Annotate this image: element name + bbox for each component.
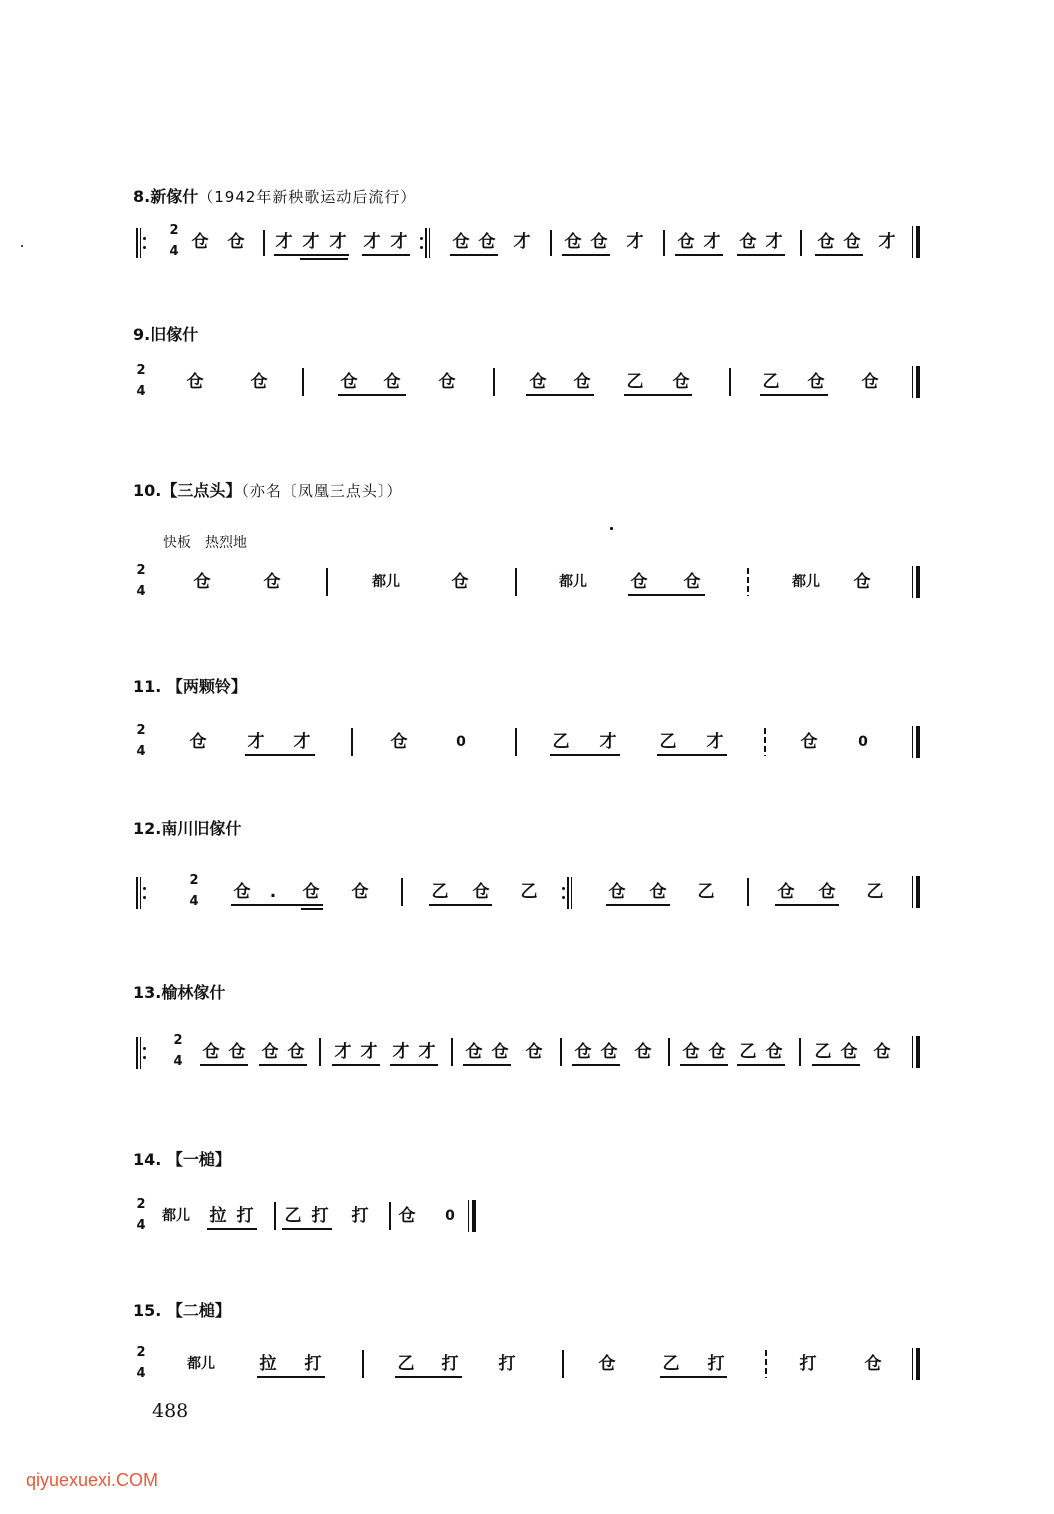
note-syllable: 打 [707, 1354, 725, 1374]
section-8-title: 8.新傢什（1942年新秧歌运动后流行） [133, 187, 417, 206]
beam [760, 394, 828, 396]
beam [200, 1064, 248, 1066]
note-syllable: 仓 [873, 1042, 891, 1062]
barline [515, 568, 517, 596]
note-syllable: 仓 [186, 372, 204, 392]
note-syllable: 仓 [574, 1042, 592, 1062]
barline [274, 1202, 276, 1230]
note-syllable: 仓 [677, 232, 695, 252]
note-syllable: 仓 [351, 882, 369, 902]
note-syllable: 仓 [287, 1042, 305, 1062]
barline [747, 878, 749, 906]
note-syllable: 仓 [202, 1042, 220, 1062]
note-syllable: 仓 [525, 1042, 543, 1062]
final-barline [912, 876, 921, 908]
note-syllable: 仓 [765, 1042, 783, 1062]
final-barline [912, 366, 921, 398]
note-syllable: 拉 [209, 1206, 227, 1226]
note-syllable: 打 [311, 1206, 329, 1226]
final-barline [912, 226, 921, 258]
section-15-title: 15. 【二槌】 [133, 1301, 231, 1320]
beam [572, 1064, 620, 1066]
repeat-start-sign [136, 1037, 145, 1069]
time-signature: 2 4 [136, 563, 146, 599]
note-syllable: 拉 [259, 1354, 277, 1374]
beam [628, 594, 705, 596]
barline [263, 230, 265, 256]
note-syllable: 仓 [634, 1042, 652, 1062]
final-barline [912, 1348, 921, 1380]
note-syllable: 打 [304, 1354, 322, 1374]
barline [362, 1350, 364, 1378]
note-syllable: 仓 [478, 232, 496, 252]
note-syllable: 才 [513, 232, 531, 252]
note-syllable: 仓 [630, 572, 648, 592]
repeat-end-sign [420, 228, 429, 258]
beam [815, 254, 863, 256]
barline [799, 1038, 801, 1066]
note-syllable: 仓 [465, 1042, 483, 1062]
note-syllable: 乙 [284, 1206, 302, 1226]
note-syllable: 仓 [708, 1042, 726, 1062]
beam [624, 394, 692, 396]
beam [274, 254, 349, 256]
barline [401, 878, 403, 906]
final-barline [912, 726, 921, 758]
note-syllable: 都儿 [162, 1208, 190, 1224]
beam [660, 1376, 727, 1378]
beam [812, 1064, 860, 1066]
repeat-end-sign [562, 877, 571, 909]
barline [451, 1038, 453, 1066]
site-watermark: qiyuexuexi.COM [26, 1470, 159, 1490]
note-syllable: 都儿 [187, 1356, 215, 1372]
note-syllable: 乙 [552, 732, 570, 752]
barline [389, 1202, 391, 1230]
note-syllable: 才 [275, 232, 293, 252]
note-syllable: 仓 [598, 1354, 616, 1374]
beam [257, 1376, 325, 1378]
note-syllable: 仓 [383, 372, 401, 392]
note-syllable: 仓 [302, 882, 320, 902]
repeat-start-sign [136, 877, 145, 909]
note-syllable: 乙 [626, 372, 644, 392]
page-number: 488 [152, 1400, 189, 1422]
note-syllable: 才 [360, 1042, 378, 1062]
note-syllable: 仓 [600, 1042, 618, 1062]
note-syllable: 仓 [398, 1206, 416, 1226]
note-syllable: 仓 [608, 882, 626, 902]
repeat-start-sign [136, 228, 145, 258]
time-signature: 2 4 [173, 1033, 183, 1069]
note-syllable: 才 [599, 732, 617, 752]
note-syllable: 仓 [807, 372, 825, 392]
note-syllable: 0 [456, 734, 466, 750]
beam [207, 1228, 257, 1230]
note-syllable: 仓 [573, 372, 591, 392]
barline [663, 230, 665, 256]
section-12-staff [0, 872, 1054, 912]
section-9-staff [0, 362, 1054, 402]
note-syllable: 仓 [438, 372, 456, 392]
note-syllable: 仓 [861, 372, 879, 392]
barline [319, 1038, 321, 1066]
note-syllable: 仓 [261, 1042, 279, 1062]
note-syllable: 仓 [193, 572, 211, 592]
note-syllable: 才 [765, 232, 783, 252]
section-10-title: 10.【三点头】（亦名〔凤凰三点头〕） [133, 481, 403, 500]
note-syllable: 仓 [564, 232, 582, 252]
note-syllable: 仓 [739, 232, 757, 252]
note-syllable: 打 [351, 1206, 369, 1226]
note-syllable: 仓 [590, 232, 608, 252]
time-signature: 2 4 [136, 723, 146, 759]
beam [259, 1064, 307, 1066]
note-syllable: 乙 [662, 1354, 680, 1374]
dashed-barline [765, 1350, 767, 1378]
section-14-staff [0, 1196, 1054, 1236]
dashed-barline [764, 728, 766, 756]
note-syllable: 仓 [683, 572, 701, 592]
note-syllable: 乙 [762, 372, 780, 392]
beam [737, 254, 785, 256]
final-barline [912, 1036, 921, 1068]
note-syllable: 乙 [814, 1042, 832, 1062]
note-syllable: 才 [418, 1042, 436, 1062]
beam [562, 254, 610, 256]
barline [729, 368, 731, 396]
note-syllable: 仓 [451, 572, 469, 592]
note-syllable: 仓 [452, 232, 470, 252]
tempo-marking: 快板 热烈地 [163, 535, 247, 551]
beam [245, 754, 315, 756]
beam [231, 904, 323, 906]
note-syllable: 打 [236, 1206, 254, 1226]
barline [550, 230, 552, 256]
beam [675, 254, 723, 256]
note-syllable: 乙 [739, 1042, 757, 1062]
note-syllable: 仓 [864, 1354, 882, 1374]
note-syllable: 才 [703, 232, 721, 252]
note-syllable: 仓 [250, 372, 268, 392]
note-syllable: 仓 [390, 732, 408, 752]
beam [282, 1228, 332, 1230]
note-syllable: 才 [626, 232, 644, 252]
section-13-staff [0, 1032, 1054, 1072]
note-syllable: 仓 [233, 882, 251, 902]
augmentation-dot: . [269, 882, 277, 902]
barline [800, 230, 802, 256]
beam [395, 1376, 462, 1378]
beam [657, 754, 727, 756]
note-syllable: 都儿 [792, 574, 820, 590]
beam [550, 754, 620, 756]
time-signature: 2 4 [136, 363, 146, 399]
time-signature: 2 4 [189, 873, 199, 909]
barline [515, 728, 517, 756]
beam [737, 1064, 785, 1066]
note-syllable: 乙 [697, 882, 715, 902]
barline [302, 368, 304, 396]
note-syllable: 乙 [431, 882, 449, 902]
section-11-staff [0, 722, 1054, 762]
time-signature: 2 4 [169, 223, 179, 259]
note-syllable: 仓 [818, 882, 836, 902]
note-syllable: 都儿 [559, 574, 587, 590]
note-syllable: 0 [445, 1208, 455, 1224]
beam [301, 908, 323, 910]
section-8-staff [0, 222, 1054, 262]
note-syllable: 仓 [228, 1042, 246, 1062]
note-syllable: 仓 [840, 1042, 858, 1062]
note-syllable: 仓 [682, 1042, 700, 1062]
section-9-title: 9.旧傢什 [133, 325, 199, 344]
section-12-title: 12.南川旧傢什 [133, 819, 242, 838]
note-syllable: 才 [329, 232, 347, 252]
note-syllable: 仓 [189, 732, 207, 752]
note-syllable: 仓 [800, 732, 818, 752]
time-signature: 2 4 [136, 1345, 146, 1381]
note-syllable: 才 [334, 1042, 352, 1062]
barline [560, 1038, 562, 1066]
beam [338, 394, 406, 396]
note-syllable: 才 [878, 232, 896, 252]
section-13-title: 13.榆林傢什 [133, 983, 226, 1002]
note-syllable: 仓 [491, 1042, 509, 1062]
beam [680, 1064, 728, 1066]
note-syllable: 才 [363, 232, 381, 252]
beam [300, 258, 348, 260]
section-15-staff [0, 1344, 1054, 1384]
note-syllable: 乙 [866, 882, 884, 902]
note-syllable: 才 [302, 232, 320, 252]
note-syllable: 仓 [672, 372, 690, 392]
note-syllable: 仓 [529, 372, 547, 392]
barline [351, 728, 353, 756]
time-signature: 2 4 [136, 1197, 146, 1233]
note-syllable: 仓 [263, 572, 281, 592]
stray-mark [610, 527, 613, 530]
note-syllable: 才 [247, 732, 265, 752]
final-barline [468, 1200, 477, 1232]
dashed-barline [747, 568, 749, 596]
note-syllable: 仓 [227, 232, 245, 252]
note-syllable: 打 [441, 1354, 459, 1374]
section-14-title: 14. 【一槌】 [133, 1150, 231, 1169]
beam [526, 394, 594, 396]
note-syllable: 仓 [853, 572, 871, 592]
beam [463, 1064, 511, 1066]
note-syllable: 仓 [472, 882, 490, 902]
note-syllable: 仓 [843, 232, 861, 252]
beam [362, 254, 410, 256]
barline [668, 1038, 670, 1066]
final-barline [912, 566, 921, 598]
note-syllable: 打 [799, 1354, 817, 1374]
note-syllable: 才 [390, 232, 408, 252]
note-syllable: 乙 [659, 732, 677, 752]
note-syllable: 仓 [649, 882, 667, 902]
beam [390, 1064, 438, 1066]
section-10-staff [0, 562, 1054, 602]
note-syllable: 0 [858, 734, 868, 750]
note-syllable: 仓 [817, 232, 835, 252]
section-11-title: 11. 【两颗铃】 [133, 677, 247, 696]
barline [562, 1350, 564, 1378]
note-syllable: 打 [498, 1354, 516, 1374]
note-syllable: 才 [706, 732, 724, 752]
note-syllable: 才 [293, 732, 311, 752]
beam [332, 1064, 380, 1066]
note-syllable: 仓 [777, 882, 795, 902]
beam [775, 904, 839, 906]
note-syllable: 都儿 [372, 574, 400, 590]
barline [326, 568, 328, 596]
beam [606, 904, 670, 906]
note-syllable: 仓 [191, 232, 209, 252]
note-syllable: 乙 [397, 1354, 415, 1374]
note-syllable: 乙 [520, 882, 538, 902]
stray-mark [21, 245, 23, 247]
beam [450, 254, 498, 256]
note-syllable: 才 [392, 1042, 410, 1062]
beam [429, 904, 492, 906]
barline [493, 368, 495, 396]
note-syllable: 仓 [340, 372, 358, 392]
